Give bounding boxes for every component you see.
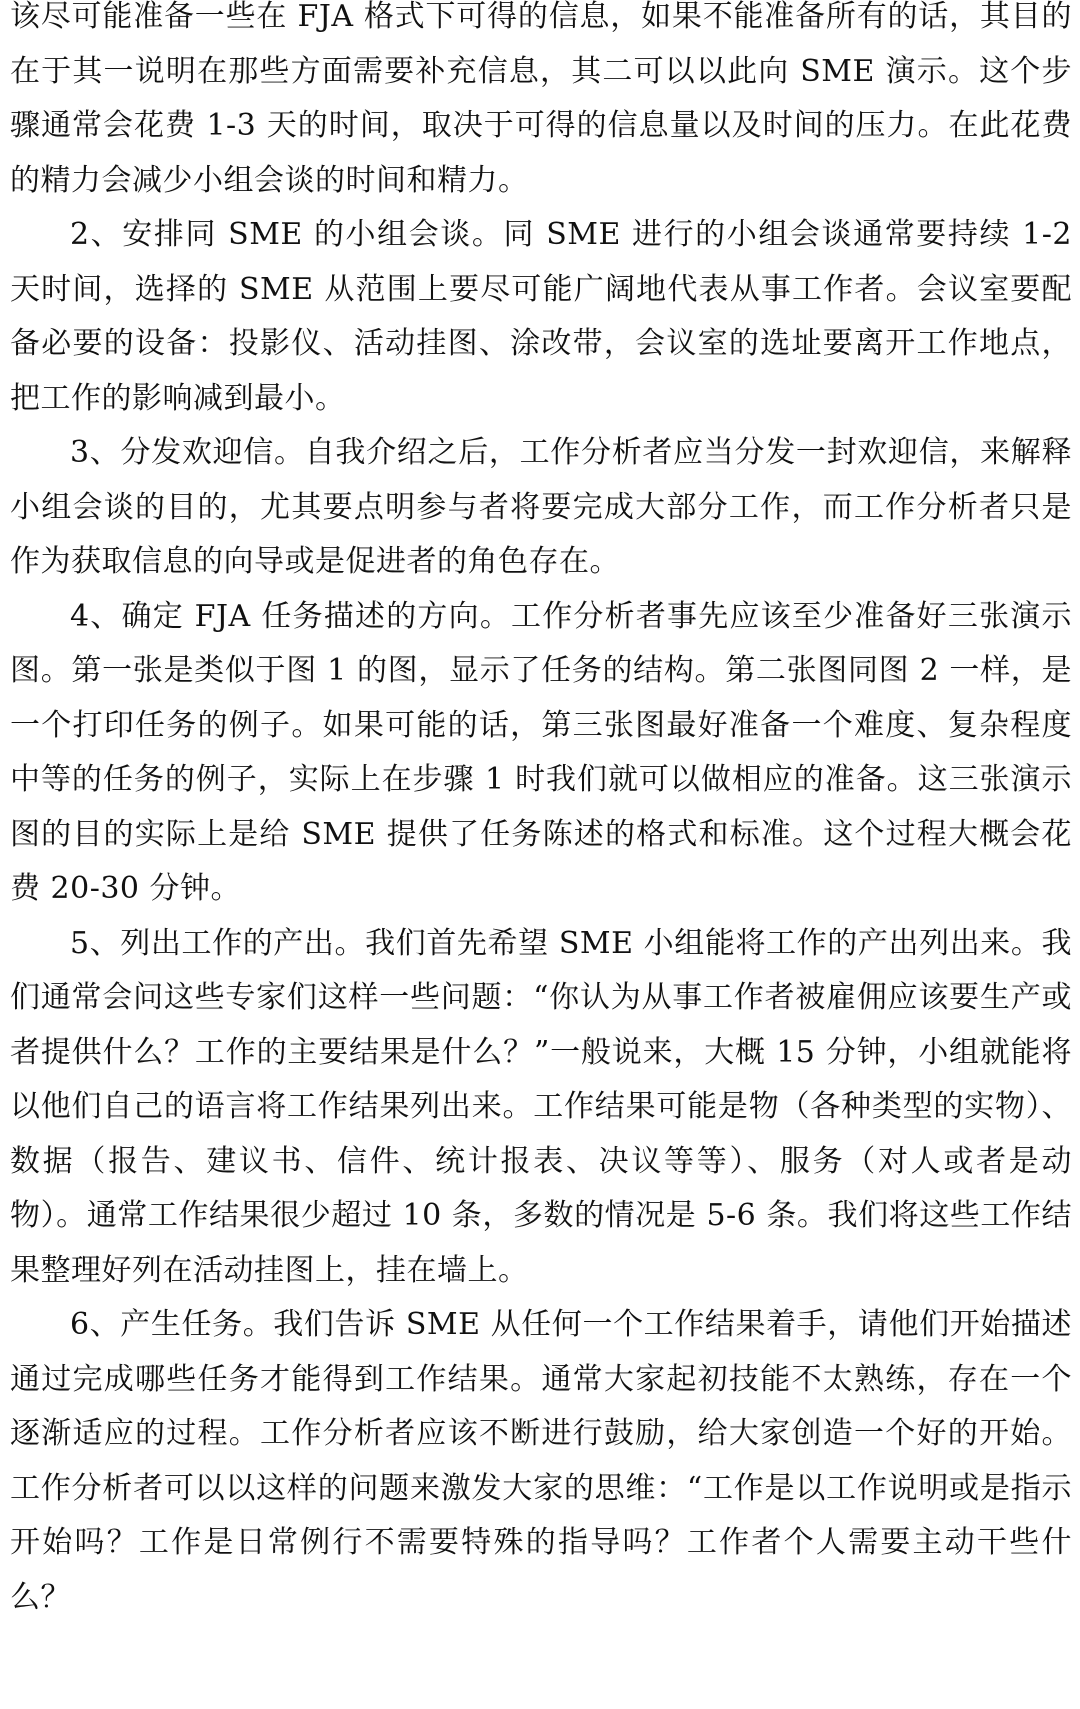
paragraph-continued: 该尽可能准备一些在 FJA 格式下可得的信息，如果不能准备所有的话，其目的在于其一说明在那些方面需要补充信息，其二可以以此向 SME 演示。这个步骤通常会花费 1-3 天的时间，取决于可得的信息量以及时间的压力。在此花费的精力会减少小组会谈的时间和精力。: [10, 0, 1072, 198]
paragraph-step-2: 2、安排同 SME 的小组会谈。同 SME 进行的小组会谈通常要持续 1-2 天时间，选择的 SME 从范围上要尽可能广阔地代表从事工作者。会议室要配备必要的设备：投影仪、活动挂图、涂改带，会议室的选址要离开工作地点，把工作的影响减到最小。: [10, 217, 1072, 416]
paragraph-step-5: 5、列出工作的产出。我们首先希望 SME 小组能将工作的产出列出来。我们通常会问这些专家们这样一些问题：“你认为从事工作者被雇佣应该要生产或者提供什么？工作的主要结果是什么？”一般说来，大概 15 分钟，小组就能将以他们自己的语言将工作结果列出来。工作结果可能是物（各种类型的实物）、数据（报告、建议书、信件、统计报表、决议等等）、服务（对人或者是动物）。通常工作结果很少超过 10 条，多数的情况是 5-6 条。我们将这些工作结果整理好列在活动挂图上，挂在墙上。: [10, 925, 1072, 1288]
document-page: [10, 0, 1072, 1625]
paragraph-step-6: 6、产生任务。我们告诉 SME 从任何一个工作结果着手，请他们开始描述通过完成哪些任务才能得到工作结果。通常大家起初技能不太熟练，存在一个逐渐适应的过程。工作分析者应该不断进行鼓励，给大家创造一个好的开始。工作分析者可以以这样的问题来激发大家的思维：“工作是以工作说明或是指示开始吗？工作是日常例行不需要特殊的指导吗？工作者个人需要主动干些什么？: [10, 1307, 1072, 1615]
paragraph-step-3: 3、分发欢迎信。自我介绍之后，工作分析者应当分发一封欢迎信，来解释小组会谈的目的，尤其要点明参与者将要完成大部分工作，而工作分析者只是作为获取信息的向导或是促进者的角色存在。: [10, 435, 1072, 579]
paragraph-step-4: 4、确定 FJA 任务描述的方向。工作分析者事先应该至少准备好三张演示图。第一张是类似于图 1 的图，显示了任务的结构。第二张图同图 2 一样，是一个打印任务的例子。如果可能的话，第三张图最好准备一个难度、复杂程度中等的任务的例子，实际上在步骤 1 时我们就可以做相应的准备。这三张演示图的目的实际上是给 SME 提供了任务陈述的格式和标准。这个过程大概会花费 20-30 分钟。: [10, 598, 1072, 906]
